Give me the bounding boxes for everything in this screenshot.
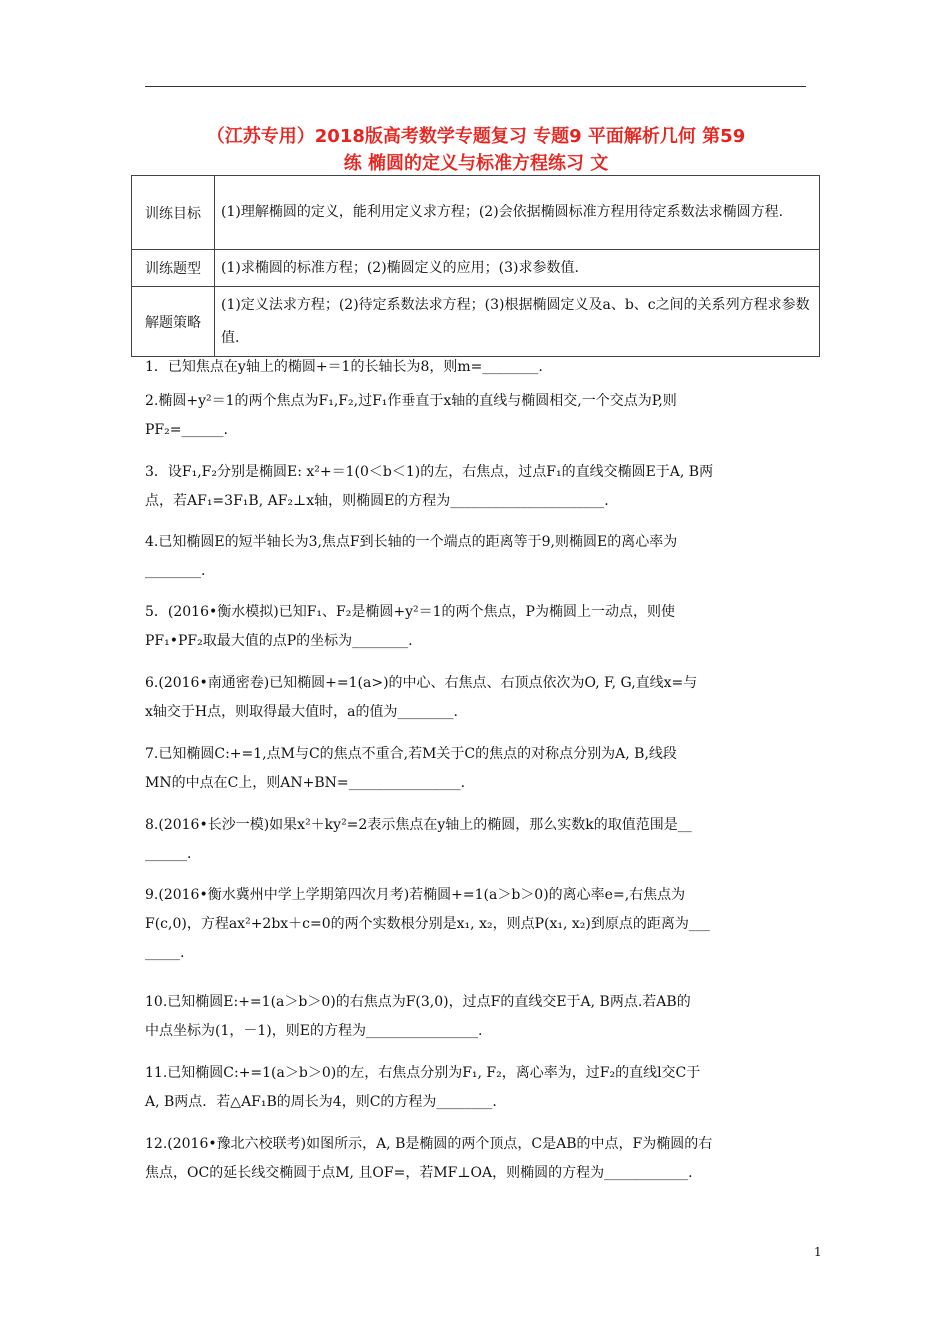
question-line: 11.已知椭圆C:+=1(a＞b＞0)的左，右焦点分别为F₁, F₂，离心率为，过F₂的直线l交C于 <box>145 1065 701 1081</box>
question-11 <box>145 1059 810 1117</box>
title-line-2: 练 椭圆的定义与标准方程练习 文 <box>343 153 609 174</box>
question-line: ______. <box>145 846 192 862</box>
row-content: (1)求椭圆的标准方程；(2)椭圆定义的应用；(3)求参数值. <box>215 250 820 287</box>
question-6 <box>145 669 810 727</box>
question-line: 9.(2016•衡水冀州中学上学期第四次月考)若椭圆+=1(a＞b＞0)的离心率e=,右焦点为 <box>145 887 686 903</box>
question-line: PF₁•PF₂取最大值的点P的坐标为________. <box>145 633 413 649</box>
header-rule <box>145 86 806 87</box>
table-row <box>132 176 820 250</box>
question-9 <box>145 881 810 968</box>
question-line: PF₂=______. <box>145 422 228 438</box>
question-line: 中点坐标为(1，－1)，则E的方程为________________. <box>145 1023 483 1039</box>
question-line: x轴交于H点，则取得最大值时，a的值为________. <box>145 704 458 720</box>
question-line: A, B两点．若△AF₁B的周长为4，则C的方程为________. <box>145 1094 497 1110</box>
question-line: 7.已知椭圆C:+=1,点M与C的焦点不重合,若M关于C的焦点的对称点分别为A, B,线段 <box>145 746 677 762</box>
question-2 <box>145 387 810 445</box>
question-line: 8.(2016•长沙一模)如果x²＋ky²=2表示焦点在y轴上的椭圆，那么实数k的取值范围是__ <box>145 817 692 833</box>
question-line: 焦点，OC的延长线交椭圆于点M, 且OF=，若MF⊥OA，则椭圆的方程为____________. <box>145 1165 693 1181</box>
question-10 <box>145 988 810 1046</box>
question-line: 4.已知椭圆E的短半轴长为3,焦点F到长轴的一个端点的距离等于9,则椭圆E的离心率为 <box>145 534 678 550</box>
row-label: 训练目标 <box>132 176 215 250</box>
question-line: 2.椭圆+y²＝1的两个焦点为F₁,F₂,过F₁作垂直于x轴的直线与椭圆相交,一个交点为P,则 <box>145 393 677 409</box>
question-line: 1．已知焦点在y轴上的椭圆+＝1的长轴长为8，则m=________. <box>145 359 543 375</box>
question-12 <box>145 1130 810 1188</box>
question-line: ________. <box>145 563 206 579</box>
training-info-table <box>131 175 820 357</box>
row-label: 训练题型 <box>132 250 215 287</box>
table-row <box>132 250 820 287</box>
question-7 <box>145 740 810 798</box>
table-row <box>132 287 820 357</box>
question-3 <box>145 458 810 516</box>
question-1 <box>145 353 810 382</box>
question-line: MN的中点在C上，则AN+BN=________________. <box>145 775 466 791</box>
page-number: 1 <box>814 1245 822 1259</box>
question-8 <box>145 811 810 869</box>
document-title <box>140 123 812 177</box>
row-content: (1)理解椭圆的定义，能利用定义求方程；(2)会依据椭圆标准方程用待定系数法求椭圆方程. <box>215 176 820 250</box>
question-line: 10.已知椭圆E:+=1(a＞b＞0)的右焦点为F(3,0)，过点F的直线交E于A, B两点.若AB的 <box>145 994 691 1010</box>
question-4 <box>145 528 810 586</box>
row-label: 解题策略 <box>132 287 215 357</box>
question-line: 12.(2016•豫北六校联考)如图所示，A, B是椭圆的两个顶点，C是AB的中点，F为椭圆的右 <box>145 1136 713 1152</box>
question-line: _____. <box>145 945 185 961</box>
question-5 <box>145 598 810 656</box>
title-line-1: （江苏专用）2018版高考数学专题复习 专题9 平面解析几何 第59 <box>206 126 746 147</box>
question-line: F(c,0)，方程ax²+2bx＋c=0的两个实数根分别是x₁, x₂，则点P(x₁, x₂)到原点的距离为___ <box>145 916 710 932</box>
question-line: 点，若AF₁=3F₁B, AF₂⊥x轴，则椭圆E的方程为______________________. <box>145 493 609 509</box>
question-line: 5．(2016•衡水模拟)已知F₁、F₂是椭圆+y²＝1的两个焦点，P为椭圆上一动点，则使 <box>145 604 675 620</box>
question-line: 3．设F₁,F₂分别是椭圆E: x²+＝1(0＜b＜1)的左，右焦点，过点F₁的直线交椭圆E于A, B两 <box>145 464 714 480</box>
question-line: 6.(2016•南通密卷)已知椭圆+=1(a>)的中心、右焦点、右顶点依次为O, F, G,直线x=与 <box>145 675 698 691</box>
row-content: (1)定义法求方程；(2)待定系数法求方程；(3)根据椭圆定义及a、b、c之间的关系列方程求参数值. <box>215 287 820 357</box>
